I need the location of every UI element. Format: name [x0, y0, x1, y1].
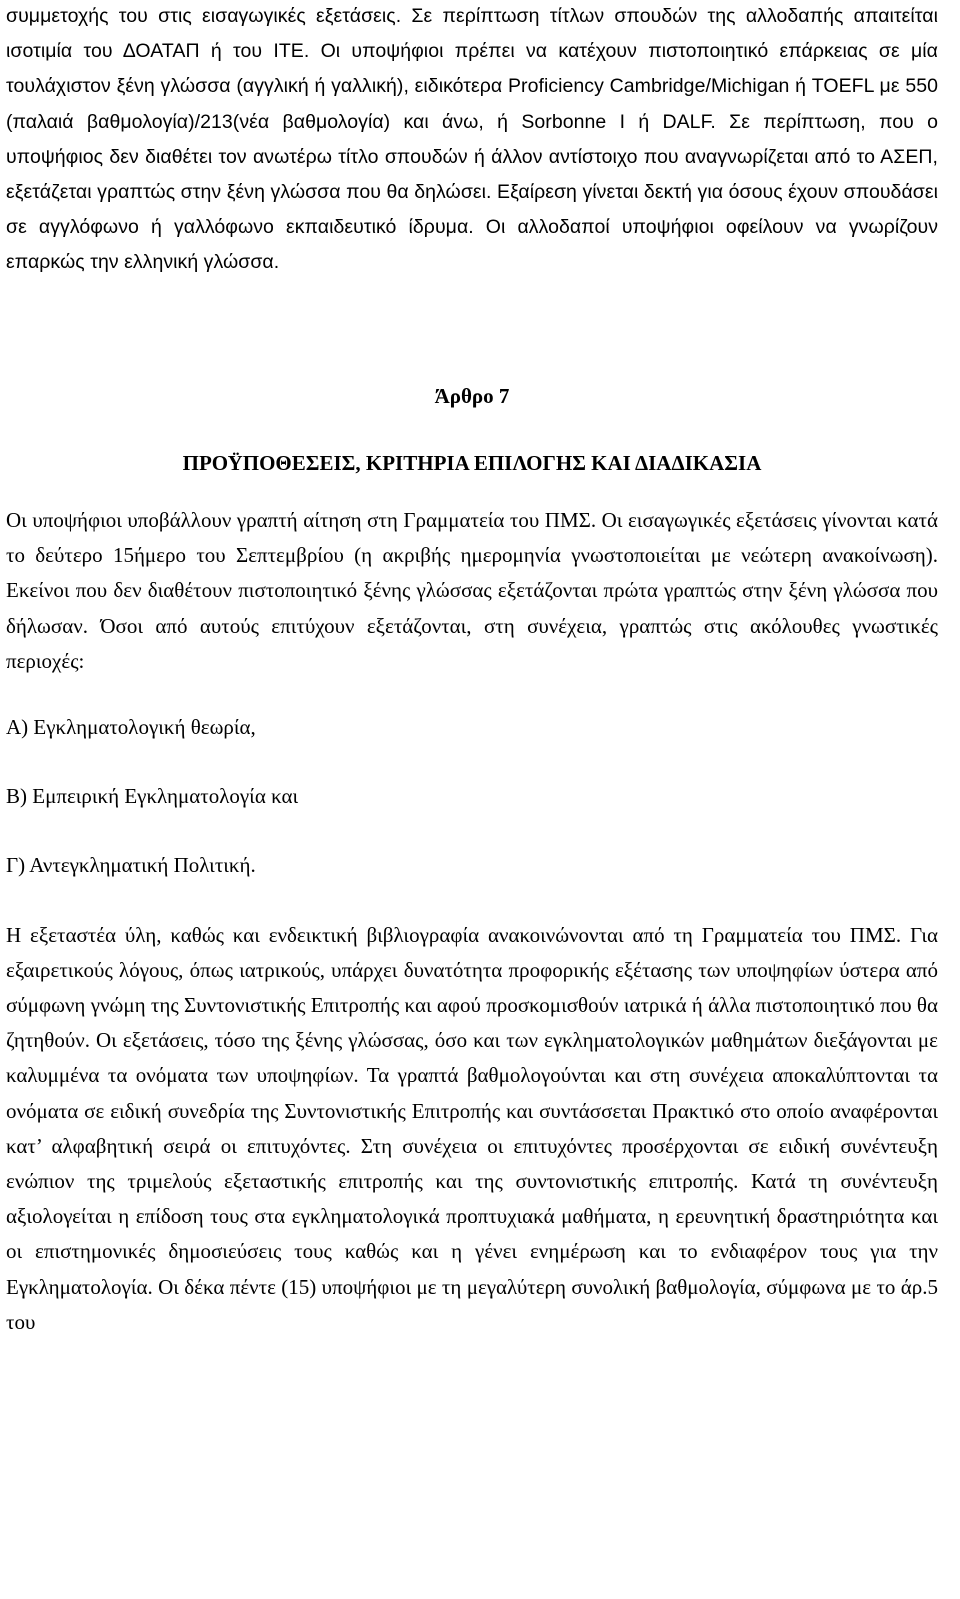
document-page — [6, 0, 938, 1599]
list-item-crime-policy: Γ) Αντεγκληματική Πολιτική. — [6, 853, 256, 878]
paragraph-language-requirements: συμμετοχής του στις εισαγωγικές εξετάσεις. Σε περίπτωση τίτλων σπουδών της αλλοδαπής απαιτείται ισοτιμία του ΔΟΑΤΑΠ ή του ΙΤΕ. Οι υποψήφιοι πρέπει να κατέχουν πιστοποιητικό επάρκειας σε μία τουλάχιστον ξένη γλώσσα (αγγλική ή γαλλική), ειδικότερα Proficiency Cambridge/Michigan ή TOEFL με 550 (παλαιά βαθμολογία)/213(νέα βαθμολογία) και άνω, ή Sorbonne I ή DALF. Σε περίπτωση, που ο υποψήφιος δεν διαθέτει τον ανωτέρω τίτλο σπουδών ή άλλον αντίστοιχο που αναγνωρίζεται από το ΑΣΕΠ, εξετάζεται γραπτώς στην ξένη γλώσσα που θα δηλώσει. Εξαίρεση γίνεται δεκτή για όσους έχουν σπουδάσει σε αγγλόφωνο ή γαλλόφωνο εκπαιδευτικό ίδρυμα. Οι αλλοδαποί υποψήφιοι οφείλουν να γνωρίζουν επαρκώς την ελληνική γλώσσα. — [6, 5, 938, 274]
paragraph-application-procedure: Οι υποψήφιοι υποβάλλουν γραπτή αίτηση στη Γραμματεία του ΠΜΣ. Οι εισαγωγικές εξετάσεις γίνονται κατά το δεύτερο 15ήμερο του Σεπτεμβρίου (η ακριβής ημερομηνία γνωστοποιείται με νεώτερη ανακοίνωση). Εκείνοι που δεν διαθέτουν πιστοποιητικό ξένης γλώσσας εξετάζονται πρώτα γραπτώς στην ξένη γλώσσα που δήλωσαν. Όσοι από αυτούς επιτύχουν εξετάζονται, στη συνέχεια, γραπτώς στις ακόλουθες γνωστικές περιοχές: — [6, 508, 938, 673]
article-title: ΠΡΟΫΠΟΘΕΣΕΙΣ, ΚΡΙΤΗΡΙΑ ΕΠΙΛΟΓΗΣ ΚΑΙ ΔΙΑΔΙΚΑΣΙΑ — [182, 450, 762, 475]
list-item-criminological-theory: Α) Εγκληματολογική θεωρία, — [6, 715, 256, 740]
article-number: Άρθρο 7 — [434, 383, 510, 408]
paragraph-exam-process: Η εξεταστέα ύλη, καθώς και ενδεικτική βιβλιογραφία ανακοινώνονται από τη Γραμματεία του ΠΜΣ. Για εξαιρετικούς λόγους, όπως ιατρικούς, υπάρχει δυνατότητα προφορικής εξέτασης των υποψηφίων ύστερα από σύμφωνη γνώμη της Συντονιστικής Επιτροπής και αφού προσκομισθούν ιατρικά ή άλλα πιστοποιητικό που θα ζητηθούν. Οι εξετάσεις, τόσο της ξένης γλώσσας, όσο και των εγκληματολογικών μαθημάτων διεξάγονται με καλυμμένα τα ονόματα των υποψηφίων. Τα γραπτά βαθμολογούνται και στη συνέχεια αποκαλύπτονται τα ονόματα σε ειδική συνεδρία της Συντονιστικής Επιτροπής και συντάσσεται Πρακτικό στο οποίο αναφέρονται κατ’ αλφαβητική σειρά οι επιτυχόντες. Στη συνέχεια οι επιτυχόντες προσέρχονται σε ειδική συνέντευξη ενώπιον της τριμελούς εξεταστικής επιτροπής και της συντονιστικής επιτροπής. Κατά τη συνέντευξη αξιολογείται η επίδοση τους στα εγκληματολογικά προπτυχιακά μαθήματα, η ερευνητική δραστηριότητα και οι επιστημονικές δημοσιεύσεις τους καθώς και η γένει ενημέρωση και το ενδιαφέρον τους για την Εγκληματολογία. Οι δέκα πέντε (15) υποψήφιοι με τη μεγαλύτερη συνολική βαθμολογία, σύμφωνα με το άρ.5 του — [6, 922, 938, 1334]
list-item-empirical-criminology: Β) Εμπειρική Εγκληματολογία και — [6, 784, 299, 809]
